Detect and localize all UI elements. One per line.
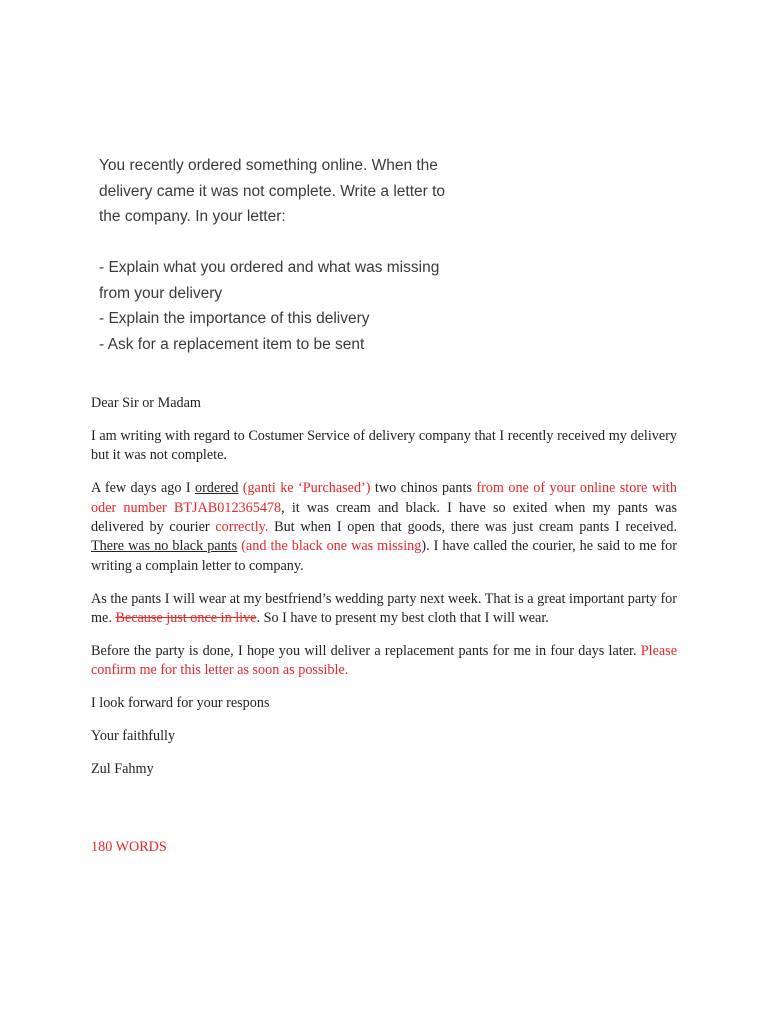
letter-paragraph-2 xyxy=(91,479,677,576)
prompt-line: - Explain what you ordered and what was missing xyxy=(99,259,440,276)
text-run: two chinos pants xyxy=(370,480,477,497)
correction-text: Please confirm me for this letter as soon as possible. xyxy=(91,643,677,679)
correction-text: ( xyxy=(237,538,246,555)
order-number: BTJAB012365478 xyxy=(173,499,282,516)
text-run: A few days ago I xyxy=(91,480,195,497)
prompt-line: from your delivery xyxy=(99,284,223,302)
prompt-line: the company. In your letter: xyxy=(99,208,286,225)
prompt-line: delivery came it was not complete. Write a letter to xyxy=(99,182,446,200)
text-run: . So I have to present my best cloth that I will wear. xyxy=(256,610,549,627)
word-count: 180 WORDS xyxy=(91,839,167,855)
text-run: Before the party is done, I hope you will deliver a replacement pants for me in four days later. xyxy=(91,643,641,660)
letter-signature-name: Zul Fahmy xyxy=(91,761,154,778)
text-run: As the pants I will wear at my bestfriend’s wedding party next week. That is a great important party for me. xyxy=(91,590,677,627)
correction-text: from one of your online store with oder number xyxy=(91,480,677,516)
task-prompt xyxy=(99,153,519,357)
letter-signoff: Your faithfully xyxy=(91,728,176,745)
letter-paragraph-4 xyxy=(91,642,677,681)
underlined-text: ordered xyxy=(194,480,239,497)
correction-note: ganti ke ‘Purchased’ xyxy=(247,480,366,497)
letter-salutation: Dear Sir or Madam xyxy=(91,395,201,411)
correction-text: correctly. xyxy=(215,519,269,536)
prompt-spacer xyxy=(99,230,519,256)
prompt-line: - Ask for a replacement item to be sent xyxy=(99,335,365,353)
letter-paragraph-1: I am writing with regard to Costumer Service of delivery company that I recently received my delivery but it was not complete. xyxy=(91,427,677,464)
text-run: But when I open that goods, there was just cream pants I received. xyxy=(268,519,677,536)
correction-text: and the black one was missing xyxy=(245,538,422,555)
prompt-line: You recently ordered something online. When the xyxy=(99,157,438,174)
letter-body xyxy=(91,394,677,793)
struck-through-text: Because just once in live xyxy=(115,610,257,627)
correction-text: ( xyxy=(238,480,248,497)
prompt-line: - Explain the importance of this delivery xyxy=(99,310,370,327)
underlined-text: There was no black pants xyxy=(91,538,238,555)
text-run: , it was cream and black. I have so exited when my pants was delivered by courier xyxy=(91,499,677,536)
correction-text: ) xyxy=(365,480,371,497)
letter-paragraph-3 xyxy=(91,590,677,629)
letter-closing-line: I look forward for your respons xyxy=(91,695,270,712)
text-run: ). I have called the courier, he said to me for writing a complain letter to company. xyxy=(91,538,677,574)
